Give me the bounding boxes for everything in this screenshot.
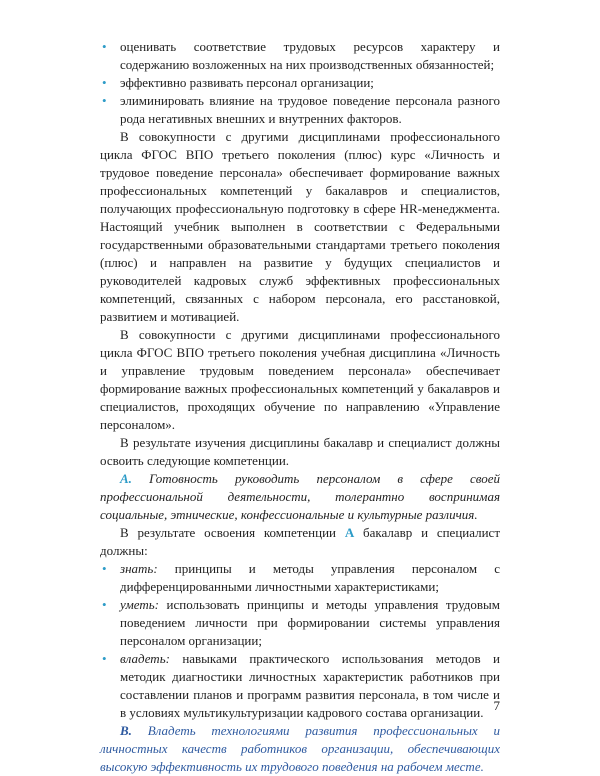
competence-b: [100, 722, 500, 776]
competence-a: [100, 470, 500, 524]
competence-a-letter: А.: [120, 471, 132, 486]
page-number: 7: [493, 698, 500, 713]
paragraph-course-overview: В совокупности с другими дисциплинами профессионального цикла ФГОС ВПО третьего поколения (плюс) курс «Личность и трудовое поведение персонала» обеспечивает формирование важных профессиональных компетенций у бакалавров и специалистов, получающих профессиональную подготовку в сфере HR-менеджмента. Настоящий учебник выполнен в соответствии с Федеральными государственными образовательными стандартами третьего поколения (плюс) и направлен на развитие у будущих специалистов и руководителей кадровых служб эффективных профессиональных компетенций, связанных с набором персонала, его расстановкой, развитием и мотивацией.: [100, 129, 500, 324]
bullet-icon: •: [102, 651, 107, 666]
bullet-icon: •: [102, 561, 107, 576]
paragraph-competencies-intro: В результате изучения дисциплины бакалавр и специалист должны освоить следующие компетенции.: [100, 435, 500, 468]
competence-a-ref: А: [344, 525, 355, 540]
bullet-icon: •: [102, 93, 107, 108]
skill-term: владеть:: [120, 651, 170, 666]
list-item: • элиминировать влияние на трудовое поведение персонала разного рода негативных внешних и внутренних факторов.: [102, 93, 500, 126]
competence-b-letter: В.: [120, 723, 132, 738]
skill-term: знать:: [120, 561, 158, 576]
objectives-list: [100, 38, 500, 128]
skills-list: [100, 560, 500, 722]
page-content: [100, 38, 500, 776]
list-item: • эффективно развивать персонал организации;: [102, 75, 374, 90]
bullet-icon: •: [102, 597, 107, 612]
paragraph-discipline-overview: В совокупности с другими дисциплинами профессионального цикла ФГОС ВПО третьего поколения учебная дисциплина «Личность и управление трудовым поведением персонала» обеспечивает формирование важных профессиональных компетенций у бакалавров и специалистов, проходящих обучение по направлению «Управление персоналом».: [100, 327, 500, 432]
bullet-icon: •: [102, 75, 107, 90]
competence-b-text: Владеть технологиями развития профессиональных и личностных качеств работников организации, обеспечивающих высокую эффективность их трудового поведения на рабочем месте.: [100, 723, 500, 774]
paragraph-competence-a-result: В результате освоения компетенции А бакалавр и специалист должны:: [100, 525, 501, 558]
list-item: • владеть: навыками практического использования методов и методик диагностики личностных характеристик работников при составлении планов и программ развития персонала, в том числе и в условиях мультикультуризации кадрового состава организации.: [102, 651, 500, 720]
competence-a-text: Готовность руководить персоналом в сфере своей профессиональной деятельности, толерантно воспринимая социальные, этнические, конфессиональные и культурные различия.: [100, 471, 501, 522]
list-item: • знать: принципы и методы управления персоналом с дифференцированными личностными характеристиками;: [102, 561, 501, 594]
skill-term: уметь:: [120, 597, 159, 612]
bullet-icon: •: [102, 39, 107, 54]
list-item: • оценивать соответствие трудовых ресурсов характеру и содержанию возложенных на них производственных обязанностей;: [102, 39, 500, 72]
list-item: • уметь: использовать принципы и методы управления трудовым поведением личности при формировании системы управления персоналом организации;: [102, 597, 500, 648]
